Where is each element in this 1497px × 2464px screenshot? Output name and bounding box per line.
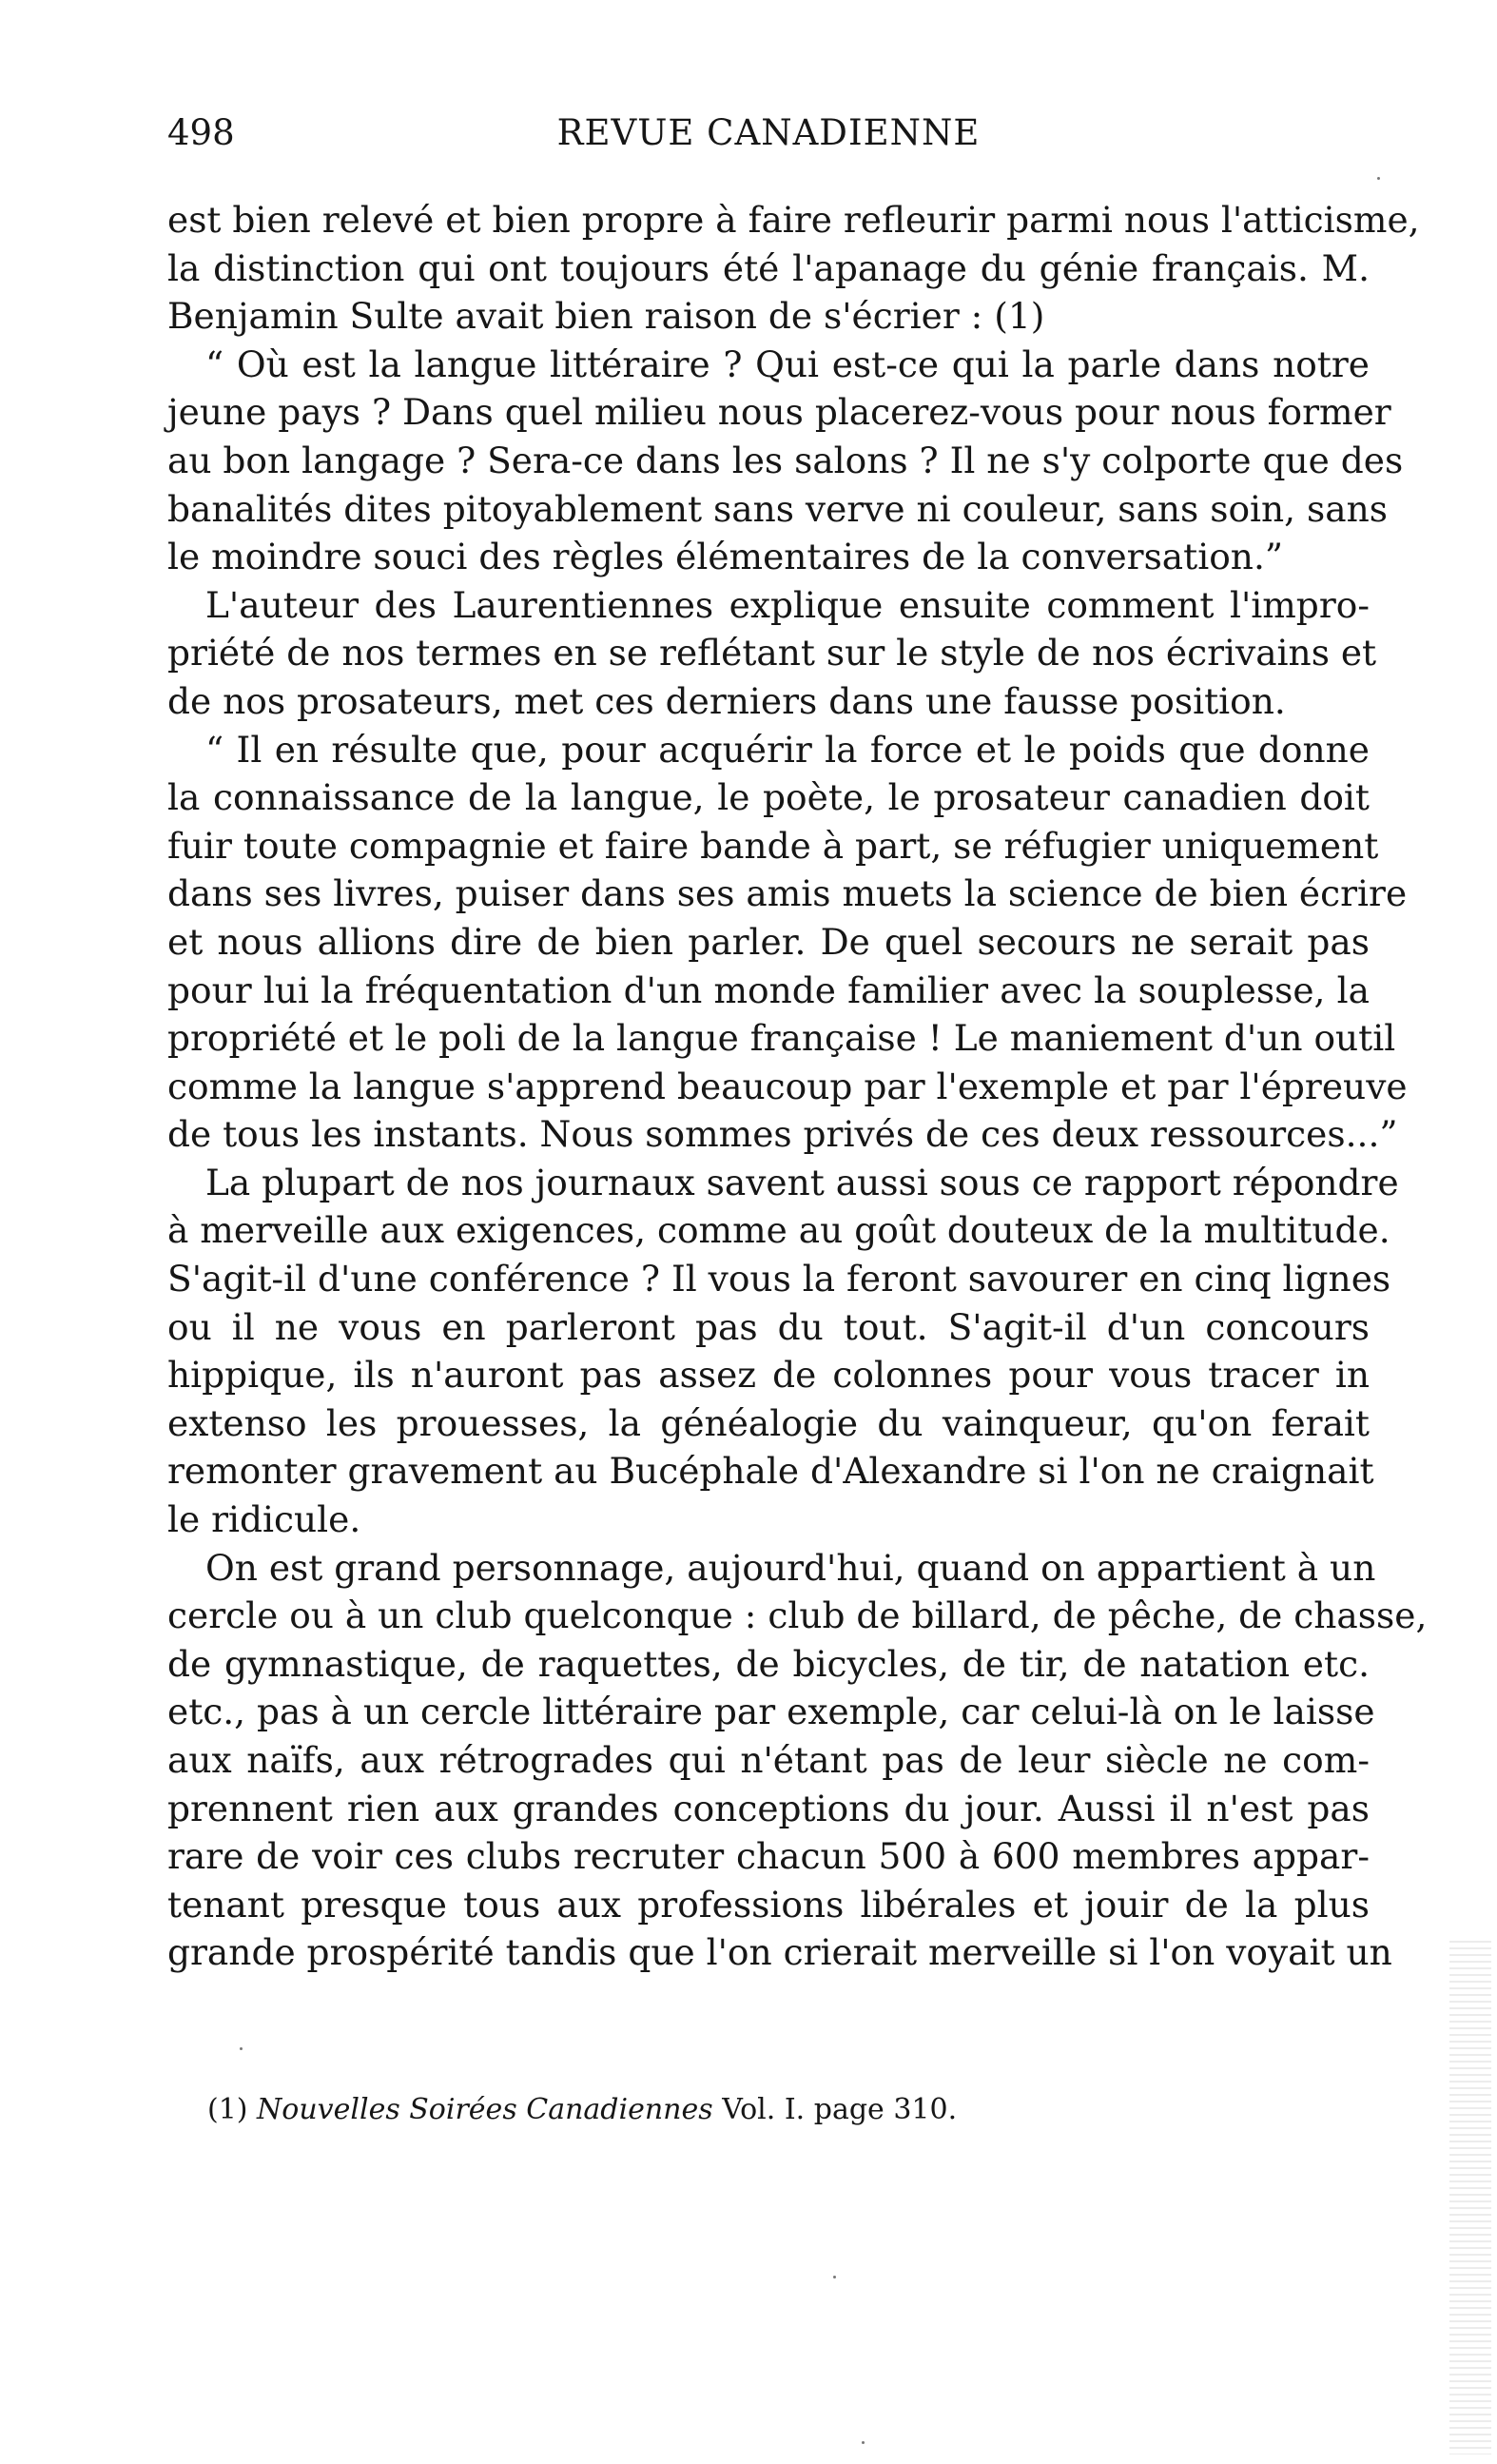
page-header xyxy=(167,107,1370,160)
footnote-source: Nouvelles Soirées Canadiennes xyxy=(257,2093,713,2126)
text-line: le moindre souci des règles élémentaires de la conversation.” xyxy=(167,536,1284,578)
text-line: L'auteur des Laurentiennes explique ensuite comment l'impro- xyxy=(205,583,1370,626)
text-line: le ridicule. xyxy=(167,1498,361,1541)
text-line: la distinction qui ont toujours été l'apanage du génie français. M. xyxy=(167,246,1370,289)
text-line: jeune pays ? Dans quel milieu nous placerez-vous pour nous former xyxy=(167,391,1391,434)
running-title: REVUE CANADIENNE xyxy=(556,112,981,153)
text-line: la connaissance de la langue, le poète, le prosateur canadien doit xyxy=(167,776,1370,819)
text-line: cercle ou à un club quelconque : club de billard, de pêche, de chasse, xyxy=(167,1594,1428,1637)
text-line: fuir toute compagnie et faire bande à part, se réfugier uniquement xyxy=(167,824,1379,867)
text-line: S'agit-il d'une conférence ? Il vous la feront savourer en cinq lignes xyxy=(167,1258,1391,1300)
footnote-marker: (1) xyxy=(207,2093,248,2126)
text-line: aux naïfs, aux rétrogrades qui n'étant pas de leur siècle ne com- xyxy=(167,1739,1370,1781)
footnote xyxy=(207,2091,1349,2129)
scan-speck xyxy=(240,2047,243,2050)
text-line: priété de nos termes en se reflétant sur le style de nos écrivains et xyxy=(167,632,1377,675)
text-line: “ Où est la langue littéraire ? Qui est-ce qui la parle dans notre xyxy=(205,342,1370,385)
text-line: hippique, ils n'auront pas assez de colonnes pour vous tracer in xyxy=(167,1354,1370,1397)
scan-speck xyxy=(1377,177,1380,180)
text-line: rare de voir ces clubs recruter chacun 500 à 600 membres appar- xyxy=(167,1835,1370,1878)
text-line: comme la langue s'apprend beaucoup par l'exemple et par l'épreuve xyxy=(167,1065,1408,1107)
text-line: de tous les instants. Nous sommes privés de ces deux ressources...” xyxy=(167,1113,1398,1156)
text-line: est bien relevé et bien propre à faire refleurir parmi nous l'atticisme, xyxy=(167,199,1420,241)
text-line: prennent rien aux grandes conceptions du jour. Aussi il n'est pas xyxy=(167,1787,1370,1829)
text-line: banalités dites pitoyablement sans verve ni couleur, sans soin, sans xyxy=(167,487,1389,530)
text-line: “ Il en résulte que, pour acquérir la force et le poids que donne xyxy=(205,728,1370,771)
text-line: extenso les prouesses, la généalogie du vainqueur, qu'on ferait xyxy=(167,1401,1370,1444)
text-line: au bon langage ? Sera-ce dans les salons ? Il ne s'y colporte que des xyxy=(167,439,1404,481)
text-line: à merveille aux exigences, comme au goût douteux de la multitude. xyxy=(167,1209,1390,1252)
text-line: La plupart de nos journaux savent aussi sous ce rapport répondre xyxy=(205,1161,1399,1203)
text-line: propriété et le poli de la langue française ! Le maniement d'un outil xyxy=(167,1017,1396,1060)
text-line: etc., pas à un cercle littéraire par exemple, car celui-là on le laisse xyxy=(167,1691,1375,1733)
text-line: On est grand personnage, aujourd'hui, quand on appartient à un xyxy=(205,1546,1376,1589)
scan-speck xyxy=(833,2276,836,2278)
scan-speck xyxy=(862,2441,865,2444)
text-line: Benjamin Sulte avait bien raison de s'écrier : (1) xyxy=(167,295,1045,338)
body-text xyxy=(167,196,1428,1977)
text-line: dans ses livres, puiser dans ses amis muets la science de bien écrire xyxy=(167,872,1408,915)
text-line: de gymnastique, de raquettes, de bicycles, de tir, de natation etc. xyxy=(167,1642,1370,1685)
text-line: grande prospérité tandis que l'on crierait merveille si l'on voyait un xyxy=(167,1931,1392,1974)
text-line: ou il ne vous en parleront pas du tout. S'agit-il d'un concours xyxy=(167,1305,1370,1348)
scan-edge-noise xyxy=(1449,1941,1491,2454)
page-number: 498 xyxy=(167,112,235,153)
text-line: de nos prosateurs, met ces derniers dans une fausse position. xyxy=(167,679,1286,722)
text-line: et nous allions dire de bien parler. De quel secours ne serait pas xyxy=(167,920,1370,963)
text-line: pour lui la fréquentation d'un monde familier avec la souplesse, la xyxy=(167,968,1370,1011)
text-line: tenant presque tous aux professions libérales et jouir de la plus xyxy=(167,1883,1370,1926)
text-line: remonter gravement au Bucéphale d'Alexandre si l'on ne craignait xyxy=(167,1450,1374,1493)
footnote-detail: Vol. I. page 310. xyxy=(722,2093,958,2126)
